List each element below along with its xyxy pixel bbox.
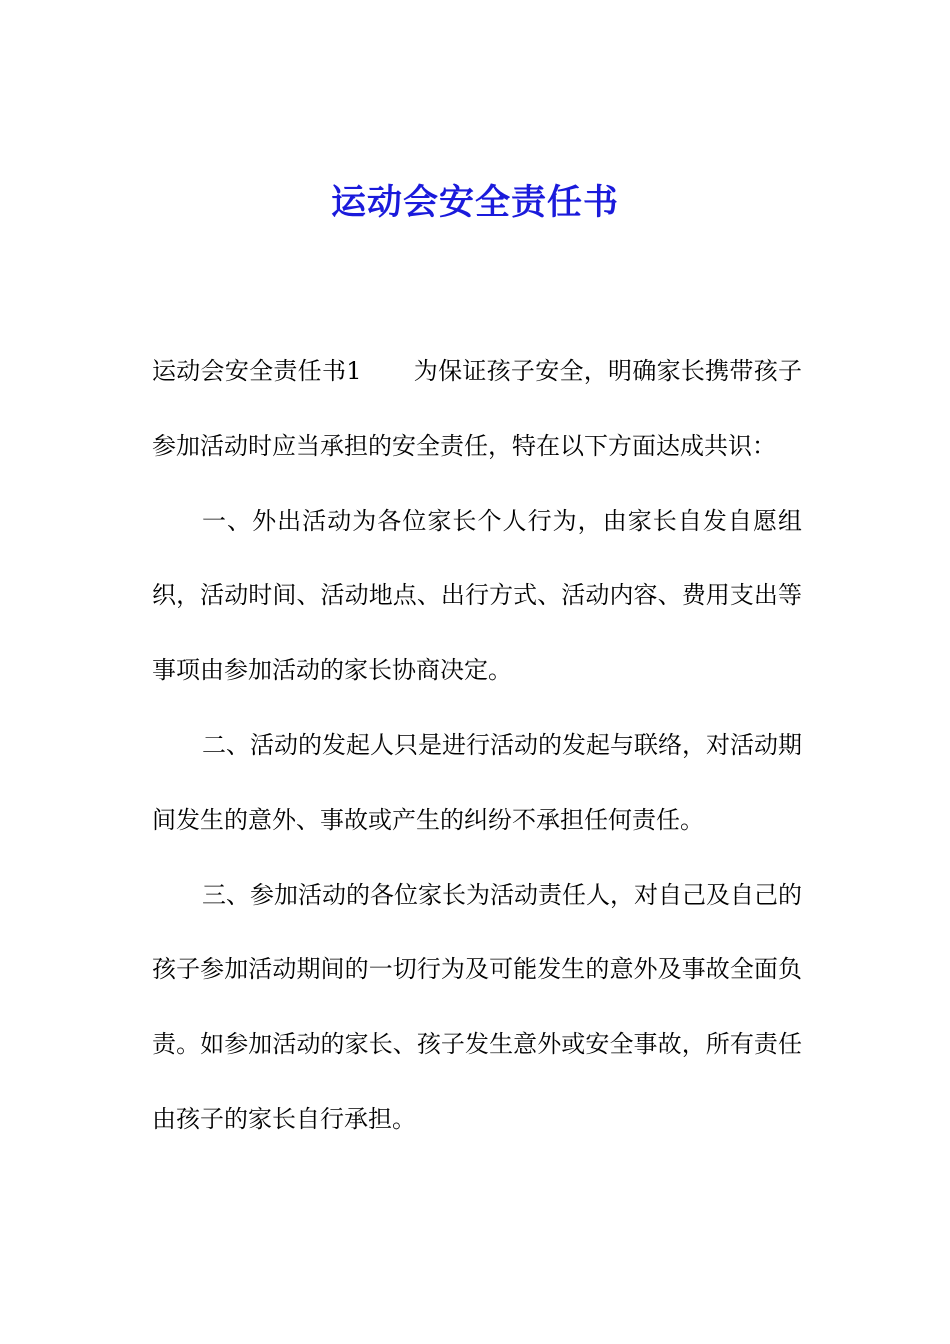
intro-paragraph (152, 334, 802, 484)
intro-text: 为保证孩子安全，明确家长携带孩子参加活动时应当承担的安全责任，特在以下方面达成共识： (152, 357, 802, 460)
document-title: 运动会安全责任书 (330, 183, 619, 223)
clause-1: 一、外出活动为各位家长个人行为，由家长自发自愿组织，活动时间、活动地点、出行方式、活动内容、费用支出等事项由参加活动的家长协商决定。 (152, 506, 802, 685)
intro-heading: 运动会安全责任书1 (152, 357, 362, 385)
document-body (152, 334, 802, 1157)
clause-2: 二、活动的发起人只是进行活动的发起与联络，对活动期间发生的意外、事故或产生的纠纷不承担任何责任。 (152, 730, 802, 834)
clause-3: 三、参加活动的各位家长为活动责任人，对自己及自己的孩子参加活动期间的一切行为及可能发生的意外及事故全面负责。如参加活动的家长、孩子发生意外或安全事故，所有责任由孩子的家长自行承担。 (152, 880, 802, 1133)
